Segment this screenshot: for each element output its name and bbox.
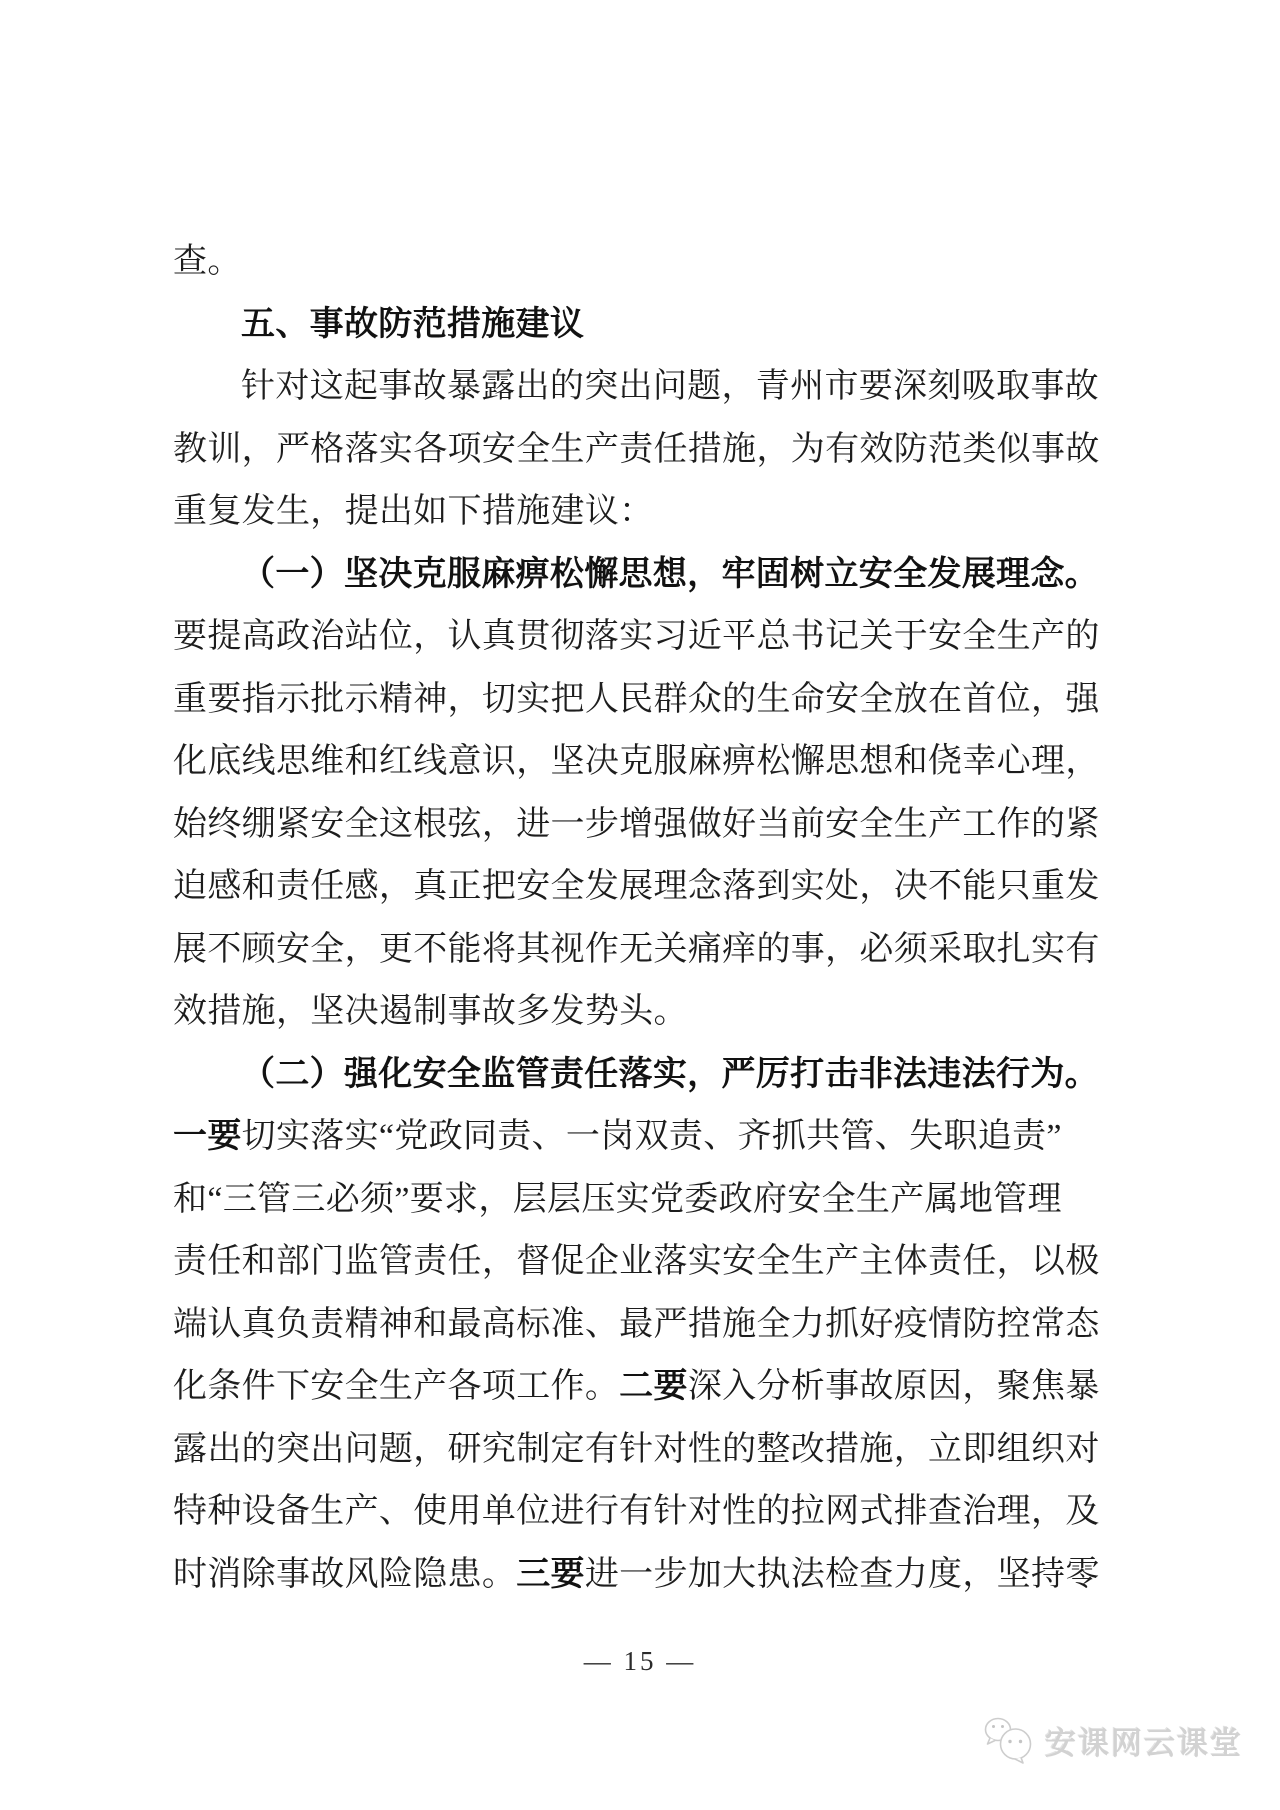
body-text: 露出的突出问题，研究制定有针对性的整改措施，立即组织对 bbox=[173, 1430, 1100, 1468]
text-line bbox=[173, 544, 1105, 607]
body-text: 切实落实“党政同责、一岗双责、齐抓共管、失职追责” bbox=[241, 1118, 1062, 1155]
body-text: 针对这起事故暴露出的突出问题，青州市要深刻吸取事故 bbox=[241, 368, 1099, 405]
text-block bbox=[173, 231, 1105, 1606]
text-line bbox=[173, 1419, 1105, 1482]
text-line bbox=[173, 1106, 1105, 1169]
body-text: 和“三管三必须”要求，层层压实党委政府安全生产属地管理 bbox=[173, 1180, 1062, 1218]
emphasis-text: 一要 bbox=[173, 1118, 242, 1155]
text-line bbox=[173, 481, 1105, 544]
text-line bbox=[173, 231, 1105, 294]
body-text: 展不顾安全，更不能将其视作无关痛痒的事，必须采取扎实有 bbox=[173, 930, 1100, 968]
text-line bbox=[173, 1044, 1105, 1107]
text-line bbox=[173, 669, 1105, 732]
section-heading bbox=[173, 294, 1105, 357]
text-line bbox=[173, 419, 1105, 482]
body-text: 特种设备生产、使用单位进行有针对性的拉网式排查治理，及 bbox=[173, 1493, 1100, 1530]
body-text: 重要指示批示精神，切实把人民群众的生命安全放在首位，强 bbox=[173, 680, 1100, 718]
text-line bbox=[173, 1294, 1105, 1357]
emphasis-text: （二）强化安全监管责任落实，严厉打击非法违法行为。 bbox=[241, 1055, 1099, 1093]
body-text: 进一步加大执法检查力度，坚持零 bbox=[584, 1555, 1100, 1593]
body-text: 化条件下安全生产各项工作。 bbox=[173, 1368, 620, 1405]
body-text: 端认真负责精神和最高标准、最严措施全力抓好疫情防控常态 bbox=[173, 1305, 1100, 1343]
body-text: 深入分析事故原因，聚焦暴 bbox=[687, 1368, 1100, 1405]
text-line bbox=[173, 356, 1105, 419]
watermark-label: 安课网云课堂 bbox=[1045, 1725, 1243, 1761]
emphasis-text: 二要 bbox=[619, 1368, 688, 1405]
wechat-bubbles-icon bbox=[982, 1716, 1036, 1764]
text-line bbox=[173, 606, 1105, 669]
body-text: 查。 bbox=[173, 243, 242, 280]
body-text: 教训，严格落实各项安全生产责任措施，为有效防范类似事故 bbox=[173, 430, 1100, 468]
text-line bbox=[173, 1481, 1105, 1544]
text-line bbox=[173, 1231, 1105, 1294]
emphasis-text: 五、事故防范措施建议 bbox=[241, 305, 585, 343]
watermark bbox=[982, 1716, 1243, 1764]
text-line bbox=[173, 856, 1105, 919]
body-text: 要提高政治站位，认真贯彻落实习近平总书记关于安全生产的 bbox=[173, 618, 1100, 655]
page-number: — 15 — bbox=[583, 1646, 697, 1676]
emphasis-text: （一）坚决克服麻痹松懈思想，牢固树立安全发展理念。 bbox=[241, 555, 1099, 593]
text-line bbox=[173, 1544, 1105, 1607]
body-text: 效措施，坚决遏制事故多发势头。 bbox=[173, 993, 688, 1030]
emphasis-text: 三要 bbox=[516, 1555, 585, 1593]
text-line bbox=[173, 731, 1105, 794]
text-line bbox=[173, 981, 1105, 1044]
body-text: 化底线思维和红线意识，坚决克服麻痹松懈思想和侥幸心理， bbox=[173, 743, 1100, 780]
body-text: 始终绷紧安全这根弦，进一步增强做好当前安全生产工作的紧 bbox=[173, 805, 1100, 843]
text-line bbox=[173, 1356, 1105, 1419]
text-line bbox=[173, 919, 1105, 982]
text-line bbox=[173, 794, 1105, 857]
body-text: 迫感和责任感，真正把安全发展理念落到实处，决不能只重发 bbox=[173, 868, 1100, 905]
body-text: 责任和部门监管责任，督促企业落实安全生产主体责任，以极 bbox=[173, 1243, 1100, 1280]
text-line bbox=[173, 1169, 1105, 1232]
body-text: 重复发生，提出如下措施建议： bbox=[173, 493, 654, 530]
body-text: 时消除事故风险隐患。 bbox=[173, 1555, 517, 1593]
